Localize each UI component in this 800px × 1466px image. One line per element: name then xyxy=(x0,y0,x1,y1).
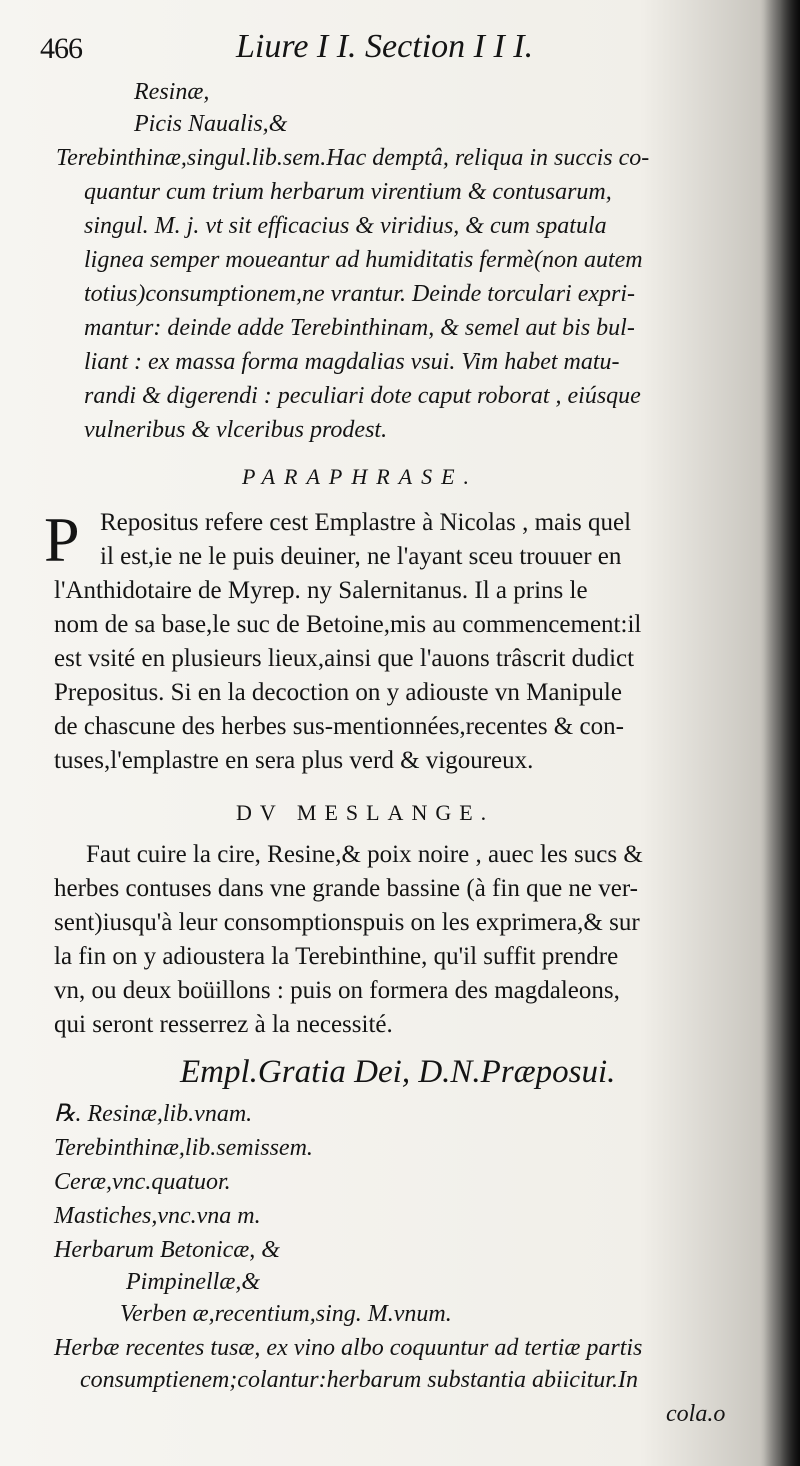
page-number: 466 xyxy=(40,32,82,65)
meslange-heading: DV MESLANGE. xyxy=(236,800,495,825)
ingredient-line: Mastiches,vnc.vna m. xyxy=(54,1203,261,1229)
ingredient-line: Verben æ,recentium,sing. M.vnum. xyxy=(120,1301,452,1327)
page-header xyxy=(40,28,740,72)
text-line: liant : ex massa forma magdalias vsui. Vim habet matu- xyxy=(84,349,620,375)
text-line: est vsité en plusieurs lieux,ainsi que l'auons trâscrit dudict xyxy=(54,645,635,672)
text-line: mantur: deinde adde Terebinthinam, & semel aut bis bul- xyxy=(84,315,635,341)
text-line: tuses,l'emplastre en sera plus verd & vigoureux. xyxy=(54,747,534,774)
text-line: lignea semper moueantur ad humiditatis fermè(non autem xyxy=(84,247,643,273)
text-line: Prepositus. Si en la decoction on y adiouste vn Manipule xyxy=(54,679,622,706)
text-line: Terebinthinæ,singul.lib.sem.Hac demptâ, reliqua in succis co- xyxy=(56,145,650,171)
recipe-title: Empl.Gratia Dei, D.N.Præposui. xyxy=(180,1054,616,1090)
text-line: Picis Naualis,& xyxy=(134,111,288,137)
text-line: randi & digerendi : peculiari dote caput roborat , eiúsque xyxy=(84,383,641,409)
text-line: vn, ou deux boüillons : puis on formera des magdaleons, xyxy=(54,977,620,1004)
text-line: herbes contuses dans vne grande bassine (à fin que ne ver- xyxy=(54,875,639,902)
text-line: nom de sa base,le suc de Betoine,mis au commencement:il xyxy=(54,611,642,638)
ingredient-line: Pimpinellæ,& xyxy=(126,1269,260,1295)
text-line: de chascune des herbes sus-mentionnées,recentes & con- xyxy=(54,713,624,740)
text-line: Resinæ, xyxy=(134,79,210,105)
ingredient-line: Herbæ recentes tusæ, ex vino albo coquuntur ad tertiæ partis xyxy=(54,1335,643,1361)
text-line: qui seront resserrez à la necessité. xyxy=(54,1011,393,1038)
drop-capital: P xyxy=(44,504,80,575)
text-line: Repositus refere cest Emplastre à Nicolas , mais quel xyxy=(100,509,632,536)
text-line: quantur cum trium herbarum virentium & contusarum, xyxy=(84,179,612,205)
ingredient-line: ℞. Resinæ,lib.vnam. xyxy=(54,1101,253,1127)
paraphrase-heading: PARAPHRASE. xyxy=(242,464,479,489)
page-edge-shadow xyxy=(764,0,800,1466)
text-line: sent)iusqu'à leur consomptionspuis on les exprimera,& sur xyxy=(54,909,640,936)
text-line: singul. M. j. vt sit efficacius & viridius, & cum spatula xyxy=(84,213,607,239)
text-line: Faut cuire la cire, Resine,& poix noire , auec les sucs & xyxy=(86,841,643,868)
ingredient-line: consumptienem;colantur:herbarum substantia abiicitur.In xyxy=(80,1367,638,1393)
text-line: vulneribus & vlceribus prodest. xyxy=(84,417,388,443)
ingredient-line: Ceræ,vnc.quatuor. xyxy=(54,1169,231,1195)
ingredient-line: Herbarum Betonicæ, & xyxy=(54,1237,280,1263)
text-line: la fin on y adioustera la Terebinthine, qu'il suffit prendre xyxy=(54,943,619,970)
ingredient-line: Terebinthinæ,lib.semissem. xyxy=(54,1135,313,1161)
running-title: Liure I I. Section I I I. xyxy=(236,28,534,65)
text-line: l'Anthidotaire de Myrep. ny Salernitanus. Il a prins le xyxy=(54,577,588,604)
ingredient-line: cola.o xyxy=(666,1401,726,1427)
text-line: il est,ie ne le puis deuiner, ne l'ayant sceu trouuer en xyxy=(100,543,622,570)
text-line: totius)consumptionem,ne vrantur. Deinde torculari expri- xyxy=(84,281,636,307)
